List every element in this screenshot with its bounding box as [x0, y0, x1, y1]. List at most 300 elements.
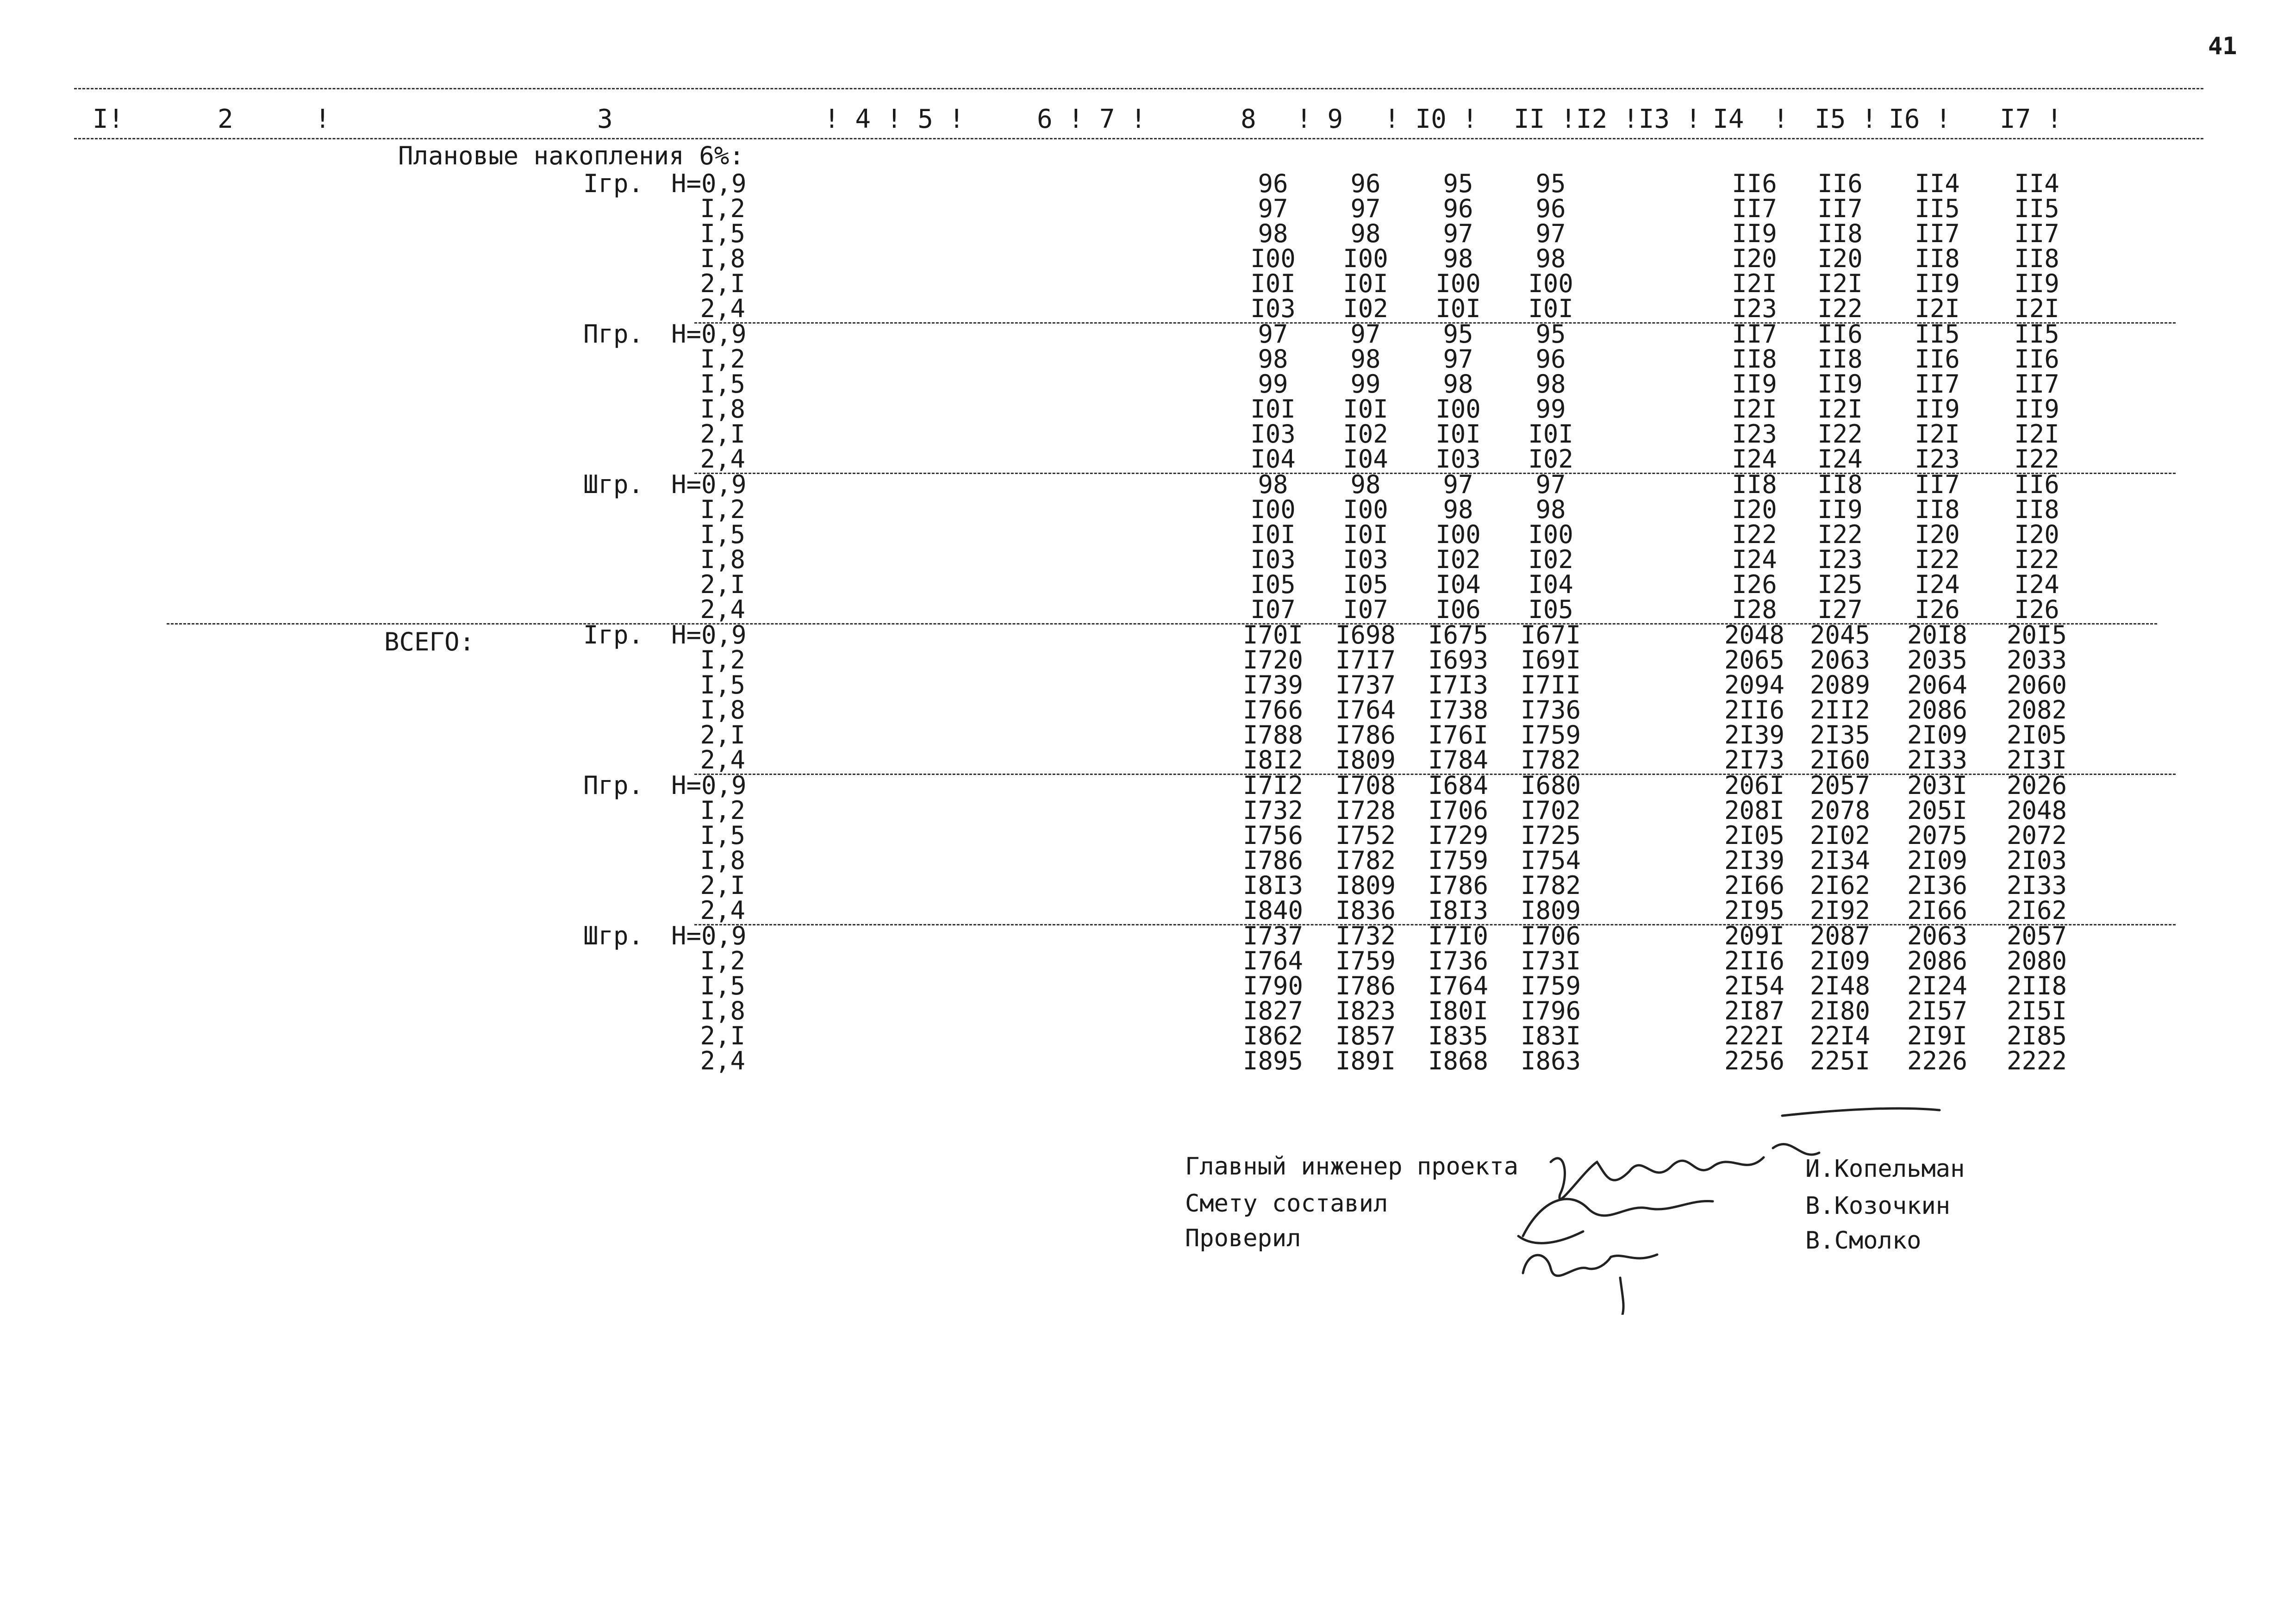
table-cell: 2I48: [1809, 971, 1871, 1000]
table-cell: 96: [1535, 344, 1566, 374]
h-value: I,2: [700, 796, 745, 825]
table-cell: I22: [2014, 545, 2059, 574]
table-cell: 2I34: [1809, 846, 1871, 875]
table-cell: II6: [1817, 169, 1863, 198]
table-cell: I04: [1250, 444, 1296, 474]
table-cell: 2I02: [1809, 821, 1871, 850]
table-cell: I809: [1335, 871, 1396, 900]
h-value: 2,I: [700, 1021, 745, 1050]
table-cell: 2078: [1809, 796, 1871, 825]
table-cell: 2II6: [1724, 946, 1785, 975]
table-cell: 98: [1443, 369, 1473, 399]
table-cell: I00: [1250, 244, 1296, 273]
table-cell: 222I: [1724, 1021, 1785, 1050]
table-cell: I764: [1335, 695, 1396, 725]
group-label: Пгр.: [583, 319, 644, 349]
header-col-6-7: 6 ! 7 !: [1037, 104, 1147, 134]
table-cell: I0I: [1343, 269, 1388, 298]
table-cell: 2256: [1724, 1046, 1785, 1075]
table-cell: 98: [1535, 244, 1566, 273]
group-label: Шгр.: [583, 470, 644, 499]
table-cell: II8: [1817, 470, 1863, 499]
table-cell: 208I: [1724, 796, 1785, 825]
table-cell: I24: [2014, 570, 2059, 599]
table-cell: II9: [1817, 369, 1863, 399]
table-cell: II7: [1732, 319, 1777, 349]
table-cell: I693: [1428, 645, 1489, 675]
table-cell: I2I: [1732, 269, 1777, 298]
table-cell: I729: [1428, 821, 1489, 850]
group-label: Iгр.: [583, 620, 644, 650]
table-cell: I06: [1435, 595, 1481, 624]
table-cell: I26: [2014, 595, 2059, 624]
table-cell: 97: [1258, 194, 1288, 223]
h-value: Н=0,9: [671, 319, 747, 349]
header-col-1: I!: [93, 104, 124, 134]
table-cell: I796: [1520, 996, 1581, 1025]
table-cell: 2065: [1724, 645, 1785, 675]
table-cell: I675: [1428, 620, 1489, 650]
h-value: I,8: [700, 545, 745, 574]
table-cell: I0I: [1343, 520, 1388, 549]
table-cell: 99: [1535, 394, 1566, 424]
table-cell: 2I36: [1907, 871, 1968, 900]
header-rule: [74, 138, 2203, 139]
table-cell: 97: [1443, 219, 1473, 248]
table-cell: 2II6: [1724, 695, 1785, 725]
table-cell: 2064: [1907, 670, 1968, 700]
table-cell: 2086: [1907, 695, 1968, 725]
table-cell: I20: [1732, 495, 1777, 524]
table-cell: 2I54: [1724, 971, 1785, 1000]
table-cell: 2057: [2006, 921, 2067, 950]
h-value: 2,I: [700, 269, 745, 298]
table-cell: I24: [1732, 444, 1777, 474]
table-cell: 2I3I: [2006, 745, 2067, 775]
table-cell: 2063: [1907, 921, 1968, 950]
table-cell: 2I39: [1724, 846, 1785, 875]
table-cell: 2I95: [1724, 896, 1785, 925]
table-cell: I00: [1250, 495, 1296, 524]
h-value: I,8: [700, 244, 745, 273]
table-cell: I80I: [1428, 996, 1489, 1025]
h-value: Н=0,9: [671, 771, 747, 800]
table-cell: I725: [1520, 821, 1581, 850]
header-col-8: 8: [1241, 104, 1256, 134]
table-cell: 22I4: [1809, 1021, 1871, 1050]
table-cell: II8: [1915, 244, 1960, 273]
table-cell: I759: [1520, 971, 1581, 1000]
table-cell: II6: [2014, 470, 2059, 499]
table-cell: I05: [1528, 595, 1573, 624]
group-label: Iгр.: [583, 169, 644, 198]
table-cell: I03: [1435, 444, 1481, 474]
table-cell: 2I66: [1907, 896, 1968, 925]
table-cell: 2I09: [1907, 846, 1968, 875]
table-cell: I20: [2014, 520, 2059, 549]
h-value: 2,I: [700, 570, 745, 599]
table-cell: II9: [1732, 369, 1777, 399]
table-cell: II5: [2014, 194, 2059, 223]
table-cell: I759: [1428, 846, 1489, 875]
table-cell: 2I9I: [1907, 1021, 1968, 1050]
table-cell: I0I: [1528, 294, 1573, 323]
table-cell: I739: [1242, 670, 1304, 700]
table-cell: I7I3: [1428, 670, 1489, 700]
table-cell: 2060: [2006, 670, 2067, 700]
h-value: I,8: [700, 846, 745, 875]
table-cell: 98: [1535, 369, 1566, 399]
table-cell: 2087: [1809, 921, 1871, 950]
table-cell: I00: [1343, 495, 1388, 524]
table-cell: II9: [2014, 394, 2059, 424]
table-cell: II9: [1732, 219, 1777, 248]
table-cell: I00: [1435, 394, 1481, 424]
table-cell: I2I: [1817, 269, 1863, 298]
table-cell: I835: [1428, 1021, 1489, 1050]
table-cell: II6: [1817, 319, 1863, 349]
table-cell: I25: [1817, 570, 1863, 599]
table-cell: I00: [1528, 520, 1573, 549]
table-cell: I22: [1915, 545, 1960, 574]
table-cell: I827: [1242, 996, 1304, 1025]
table-cell: II8: [1915, 495, 1960, 524]
table-cell: 2226: [1907, 1046, 1968, 1075]
table-cell: I0I: [1343, 394, 1388, 424]
table-cell: 97: [1350, 194, 1381, 223]
top-rule: [74, 88, 2203, 89]
table-cell: I04: [1435, 570, 1481, 599]
h-value: I,8: [700, 996, 745, 1025]
h-value: 2,I: [700, 871, 745, 900]
table-cell: 203I: [1907, 771, 1968, 800]
table-cell: I706: [1428, 796, 1489, 825]
table-cell: II7: [1915, 470, 1960, 499]
table-cell: I840: [1242, 896, 1304, 925]
table-cell: I03: [1343, 545, 1388, 574]
h-value: I,2: [700, 344, 745, 374]
table-cell: I863: [1520, 1046, 1581, 1075]
table-cell: 2I33: [1907, 745, 1968, 775]
page-number: 41: [2208, 32, 2237, 60]
header-col-17: I7 !: [2000, 104, 2062, 134]
table-cell: I782: [1520, 745, 1581, 775]
table-cell: I2I: [1732, 394, 1777, 424]
table-cell: 97: [1443, 344, 1473, 374]
table-cell: I836: [1335, 896, 1396, 925]
table-cell: I0I: [1250, 394, 1296, 424]
table-cell: I00: [1528, 269, 1573, 298]
table-cell: I0I: [1528, 419, 1573, 449]
table-cell: I22: [1732, 520, 1777, 549]
table-cell: I24: [1732, 545, 1777, 574]
table-cell: 98: [1258, 344, 1288, 374]
table-cell: II9: [1915, 394, 1960, 424]
header-col-4-5: ! 4 ! 5 !: [824, 104, 965, 134]
table-cell: I0I: [1435, 419, 1481, 449]
table-cell: 96: [1258, 169, 1288, 198]
h-value: 2,4: [700, 444, 745, 474]
table-cell: 206I: [1724, 771, 1785, 800]
table-cell: II6: [2014, 344, 2059, 374]
table-cell: I24: [1915, 570, 1960, 599]
table-cell: I02: [1343, 294, 1388, 323]
table-cell: II8: [1817, 344, 1863, 374]
table-cell: I69I: [1520, 645, 1581, 675]
table-cell: I809: [1520, 896, 1581, 925]
table-cell: 95: [1535, 169, 1566, 198]
table-cell: I764: [1242, 946, 1304, 975]
table-cell: 2I24: [1907, 971, 1968, 1000]
table-cell: 2I09: [1907, 720, 1968, 750]
table-cell: I05: [1343, 570, 1388, 599]
table-cell: I764: [1428, 971, 1489, 1000]
table-cell: I782: [1335, 846, 1396, 875]
table-cell: I809: [1335, 745, 1396, 775]
table-cell: I00: [1435, 520, 1481, 549]
signature-name-1: И.Копельман: [1805, 1155, 1965, 1183]
table-cell: I73I: [1520, 946, 1581, 975]
table-cell: 2033: [2006, 645, 2067, 675]
table-cell: I754: [1520, 846, 1581, 875]
table-cell: II9: [1817, 495, 1863, 524]
table-cell: 20I5: [2006, 620, 2067, 650]
table-cell: 96: [1443, 194, 1473, 223]
table-cell: 2057: [1809, 771, 1871, 800]
table-cell: 96: [1350, 169, 1381, 198]
h-value: Н=0,9: [671, 169, 747, 198]
table-cell: I03: [1250, 545, 1296, 574]
signature-role-3: Проверил: [1185, 1224, 1301, 1252]
table-cell: I736: [1428, 946, 1489, 975]
table-cell: I706: [1520, 921, 1581, 950]
table-cell: II6: [1915, 344, 1960, 374]
table-cell: I23: [1915, 444, 1960, 474]
group-label: Шгр.: [583, 921, 644, 950]
table-cell: I0I: [1250, 269, 1296, 298]
table-cell: I03: [1250, 419, 1296, 449]
table-cell: I895: [1242, 1046, 1304, 1075]
table-cell: I00: [1435, 269, 1481, 298]
table-cell: 2I60: [1809, 745, 1871, 775]
h-value: 2,I: [700, 419, 745, 449]
table-cell: 2I09: [1809, 946, 1871, 975]
table-cell: I868: [1428, 1046, 1489, 1075]
table-cell: 99: [1350, 369, 1381, 399]
table-cell: 97: [1350, 319, 1381, 349]
group-label: Пгр.: [583, 771, 644, 800]
header-sep-2: !: [315, 104, 331, 134]
table-cell: I786: [1242, 846, 1304, 875]
table-cell: 98: [1350, 219, 1381, 248]
table-cell: 2089: [1809, 670, 1871, 700]
table-cell: II4: [2014, 169, 2059, 198]
table-cell: I786: [1335, 971, 1396, 1000]
table-cell: I05: [1250, 570, 1296, 599]
table-cell: 2I5I: [2006, 996, 2067, 1025]
table-cell: 95: [1443, 169, 1473, 198]
table-cell: I67I: [1520, 620, 1581, 650]
table-cell: I83I: [1520, 1021, 1581, 1050]
table-cell: 98: [1535, 495, 1566, 524]
table-cell: II7: [1732, 194, 1777, 223]
signature-role-1: Главный инженер проекта: [1185, 1153, 1519, 1181]
table-cell: I7I7: [1335, 645, 1396, 675]
table-cell: II7: [2014, 219, 2059, 248]
table-cell: I708: [1335, 771, 1396, 800]
table-cell: 95: [1535, 319, 1566, 349]
table-cell: 98: [1258, 470, 1288, 499]
table-cell: I03: [1250, 294, 1296, 323]
table-cell: 97: [1535, 470, 1566, 499]
table-cell: 98: [1443, 495, 1473, 524]
h-value: I,5: [700, 971, 745, 1000]
table-cell: I0I: [1435, 294, 1481, 323]
table-cell: I02: [1435, 545, 1481, 574]
table-cell: II5: [1915, 194, 1960, 223]
header-col-9: ! 9: [1296, 104, 1343, 134]
table-cell: 2I62: [2006, 896, 2067, 925]
table-cell: I07: [1343, 595, 1388, 624]
table-cell: II8: [2014, 495, 2059, 524]
h-value: I,2: [700, 946, 745, 975]
table-cell: I0I: [1250, 520, 1296, 549]
table-cell: 2086: [1907, 946, 1968, 975]
table-cell: I02: [1528, 444, 1573, 474]
table-cell: I04: [1528, 570, 1573, 599]
table-cell: I26: [1915, 595, 1960, 624]
table-cell: 2063: [1809, 645, 1871, 675]
table-cell: I89I: [1335, 1046, 1396, 1075]
handwritten-signature: [1495, 1097, 1949, 1315]
h-value: Н=0,9: [671, 470, 747, 499]
signature-name-3: В.Смолко: [1805, 1227, 1922, 1255]
table-cell: I22: [2014, 444, 2059, 474]
header-col-11-13: II !I2 !I3 !: [1514, 104, 1701, 134]
table-cell: 2I66: [1724, 871, 1785, 900]
table-cell: I698: [1335, 620, 1396, 650]
table-cell: I20: [1817, 244, 1863, 273]
table-cell: I720: [1242, 645, 1304, 675]
table-cell: I22: [1817, 520, 1863, 549]
header-col-14: I4: [1713, 104, 1744, 134]
table-cell: I728: [1335, 796, 1396, 825]
table-cell: 2I85: [2006, 1021, 2067, 1050]
table-cell: II8: [1732, 470, 1777, 499]
signature-name-2: В.Козочкин: [1805, 1192, 1951, 1220]
table-cell: I02: [1343, 419, 1388, 449]
table-cell: 2I62: [1809, 871, 1871, 900]
table-cell: 2222: [2006, 1046, 2067, 1075]
h-value: I,5: [700, 670, 745, 700]
h-value: I,8: [700, 394, 745, 424]
table-cell: I8I3: [1428, 896, 1489, 925]
table-cell: I752: [1335, 821, 1396, 850]
table-cell: I27: [1817, 595, 1863, 624]
header-col-16: I6 !: [1889, 104, 1951, 134]
table-cell: I23: [1732, 419, 1777, 449]
table-cell: II8: [1732, 344, 1777, 374]
table-cell: II4: [1915, 169, 1960, 198]
table-cell: 209I: [1724, 921, 1785, 950]
table-cell: I759: [1335, 946, 1396, 975]
table-cell: 205I: [1907, 796, 1968, 825]
section-title: Плановые накопления 6%:: [398, 141, 744, 170]
header-col-15: I5 !: [1815, 104, 1877, 134]
table-cell: I680: [1520, 771, 1581, 800]
table-cell: I857: [1335, 1021, 1396, 1050]
table-cell: I20: [1915, 520, 1960, 549]
h-value: Н=0,9: [671, 921, 747, 950]
header-col-2: 2: [218, 104, 233, 134]
table-cell: 96: [1535, 194, 1566, 223]
table-cell: I782: [1520, 871, 1581, 900]
table-cell: I7I2: [1242, 771, 1304, 800]
table-cell: 2I80: [1809, 996, 1871, 1025]
table-cell: I7II: [1520, 670, 1581, 700]
table-cell: 98: [1443, 244, 1473, 273]
h-value: 2,4: [700, 745, 745, 775]
h-value: I,8: [700, 695, 745, 725]
h-value: 2,I: [700, 720, 745, 750]
table-cell: I784: [1428, 745, 1489, 775]
table-cell: 2II2: [1809, 695, 1871, 725]
table-cell: 2080: [2006, 946, 2067, 975]
table-cell: I20: [1732, 244, 1777, 273]
h-value: I,5: [700, 369, 745, 399]
table-cell: 97: [1535, 219, 1566, 248]
h-value: Н=0,9: [671, 620, 747, 650]
h-value: 2,4: [700, 595, 745, 624]
header-col-10: ! I0 !: [1384, 104, 1478, 134]
table-cell: I70I: [1242, 620, 1304, 650]
table-cell: I786: [1335, 720, 1396, 750]
table-cell: I2I: [1915, 419, 1960, 449]
h-value: I,2: [700, 495, 745, 524]
table-cell: 95: [1443, 319, 1473, 349]
table-cell: 2I33: [2006, 871, 2067, 900]
table-cell: 2026: [2006, 771, 2067, 800]
h-value: 2,4: [700, 294, 745, 323]
header-sep-14: !: [1773, 104, 1789, 134]
h-value: I,5: [700, 219, 745, 248]
table-cell: 225I: [1809, 1046, 1871, 1075]
table-cell: II7: [1915, 369, 1960, 399]
table-cell: I04: [1343, 444, 1388, 474]
table-cell: I8I2: [1242, 745, 1304, 775]
table-cell: I23: [1732, 294, 1777, 323]
table-cell: II9: [2014, 269, 2059, 298]
table-cell: I22: [1817, 419, 1863, 449]
table-cell: 2072: [2006, 821, 2067, 850]
table-cell: 20I8: [1907, 620, 1968, 650]
table-cell: 2I57: [1907, 996, 1968, 1025]
table-cell: II5: [2014, 319, 2059, 349]
table-cell: 2048: [1724, 620, 1785, 650]
table-cell: II6: [1732, 169, 1777, 198]
h-value: I,5: [700, 821, 745, 850]
table-cell: I22: [1817, 294, 1863, 323]
table-cell: II5: [1915, 319, 1960, 349]
table-cell: I7I0: [1428, 921, 1489, 950]
table-cell: 2I87: [1724, 996, 1785, 1025]
table-cell: I737: [1335, 670, 1396, 700]
table-cell: 2094: [1724, 670, 1785, 700]
table-cell: II9: [1915, 269, 1960, 298]
table-cell: 2075: [1907, 821, 1968, 850]
header-col-3: 3: [597, 104, 613, 134]
table-cell: 2I73: [1724, 745, 1785, 775]
